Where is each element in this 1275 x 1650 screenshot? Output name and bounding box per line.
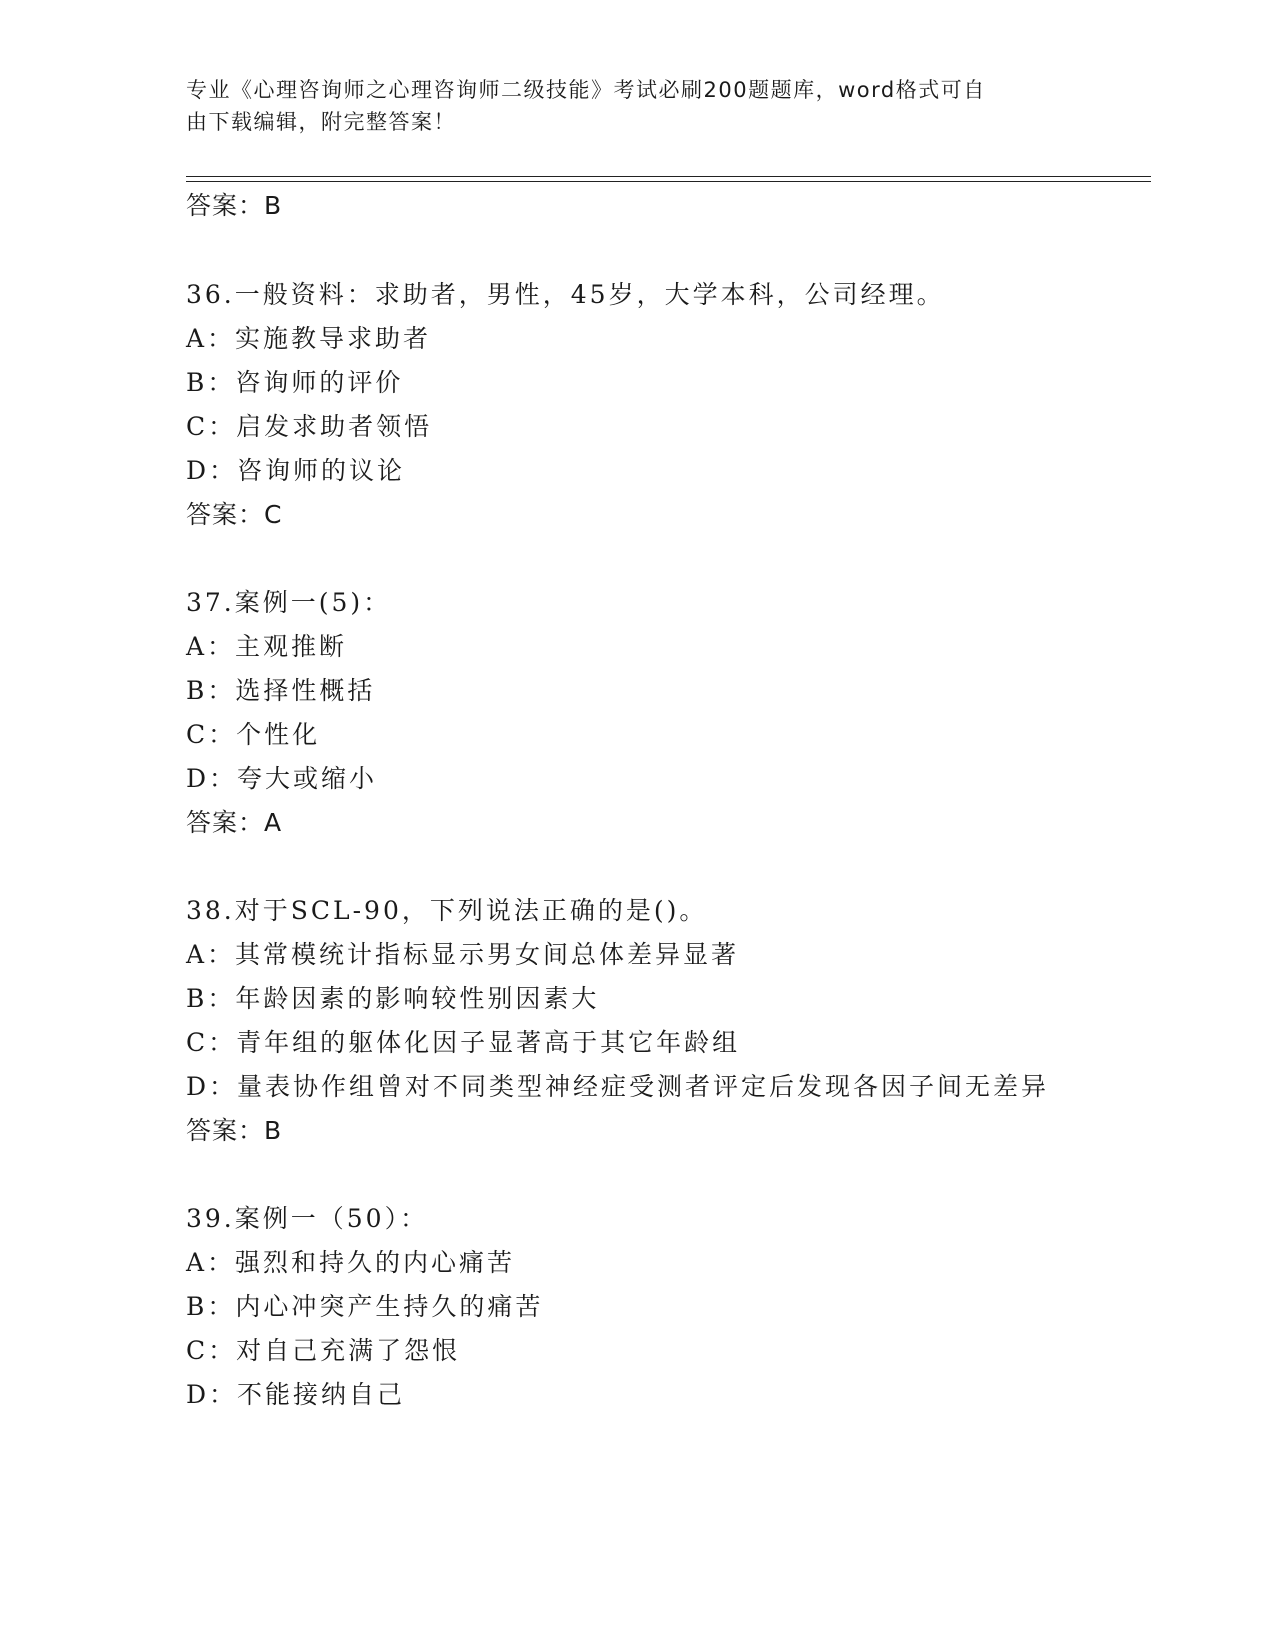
question-37-stem: 37.案例一(5)： xyxy=(186,588,392,617)
question-39-option-a: A：强烈和持久的内心痛苦 xyxy=(186,1248,516,1277)
header-line-1: 专业《心理咨询师之心理咨询师二级技能》考试必刷200题题库，word格式可自 xyxy=(186,78,986,102)
question-37-option-d: D：夸大或缩小 xyxy=(186,764,378,793)
answer-previous: 答案：B xyxy=(186,191,283,220)
question-37-option-c: C：个性化 xyxy=(186,720,321,749)
question-36-option-b: B：咨询师的评价 xyxy=(186,368,404,397)
question-36-option-c: C：启发求助者领悟 xyxy=(186,412,433,441)
header-line-2: 由下载编辑，附完整答案！ xyxy=(186,110,456,134)
question-38-stem: 38.对于SCL-90，下列说法正确的是()。 xyxy=(186,896,708,925)
header-divider-bottom xyxy=(186,181,1151,182)
question-39-option-c: C：对自己充满了怨恨 xyxy=(186,1336,461,1365)
question-38-option-c: C：青年组的躯体化因子显著高于其它年龄组 xyxy=(186,1028,741,1057)
question-36-answer: 答案：C xyxy=(186,500,283,529)
question-39-option-b: B：内心冲突产生持久的痛苦 xyxy=(186,1292,544,1321)
question-37-option-b: B：选择性概括 xyxy=(186,676,376,705)
question-37-option-a: A：主观推断 xyxy=(186,632,348,661)
question-38-option-b: B：年龄因素的影响较性别因素大 xyxy=(186,984,600,1013)
question-38-answer: 答案：B xyxy=(186,1116,283,1145)
question-38-option-a: A：其常模统计指标显示男女间总体差异显著 xyxy=(186,940,740,969)
question-39-option-d: D：不能接纳自己 xyxy=(186,1380,406,1409)
question-37-answer: 答案：A xyxy=(186,808,283,837)
question-36-option-a: A：实施教导求助者 xyxy=(186,324,432,353)
question-36-option-d: D：咨询师的议论 xyxy=(186,456,406,485)
question-38-option-d: D：量表协作组曾对不同类型神经症受测者评定后发现各因子间无差异 xyxy=(186,1072,1050,1101)
question-36-stem: 36.一般资料：求助者，男性，45岁，大学本科，公司经理。 xyxy=(186,280,945,309)
header-divider-top xyxy=(186,176,1151,177)
question-39-stem: 39.案例一（50）： xyxy=(186,1204,429,1233)
page-header xyxy=(186,74,1066,138)
